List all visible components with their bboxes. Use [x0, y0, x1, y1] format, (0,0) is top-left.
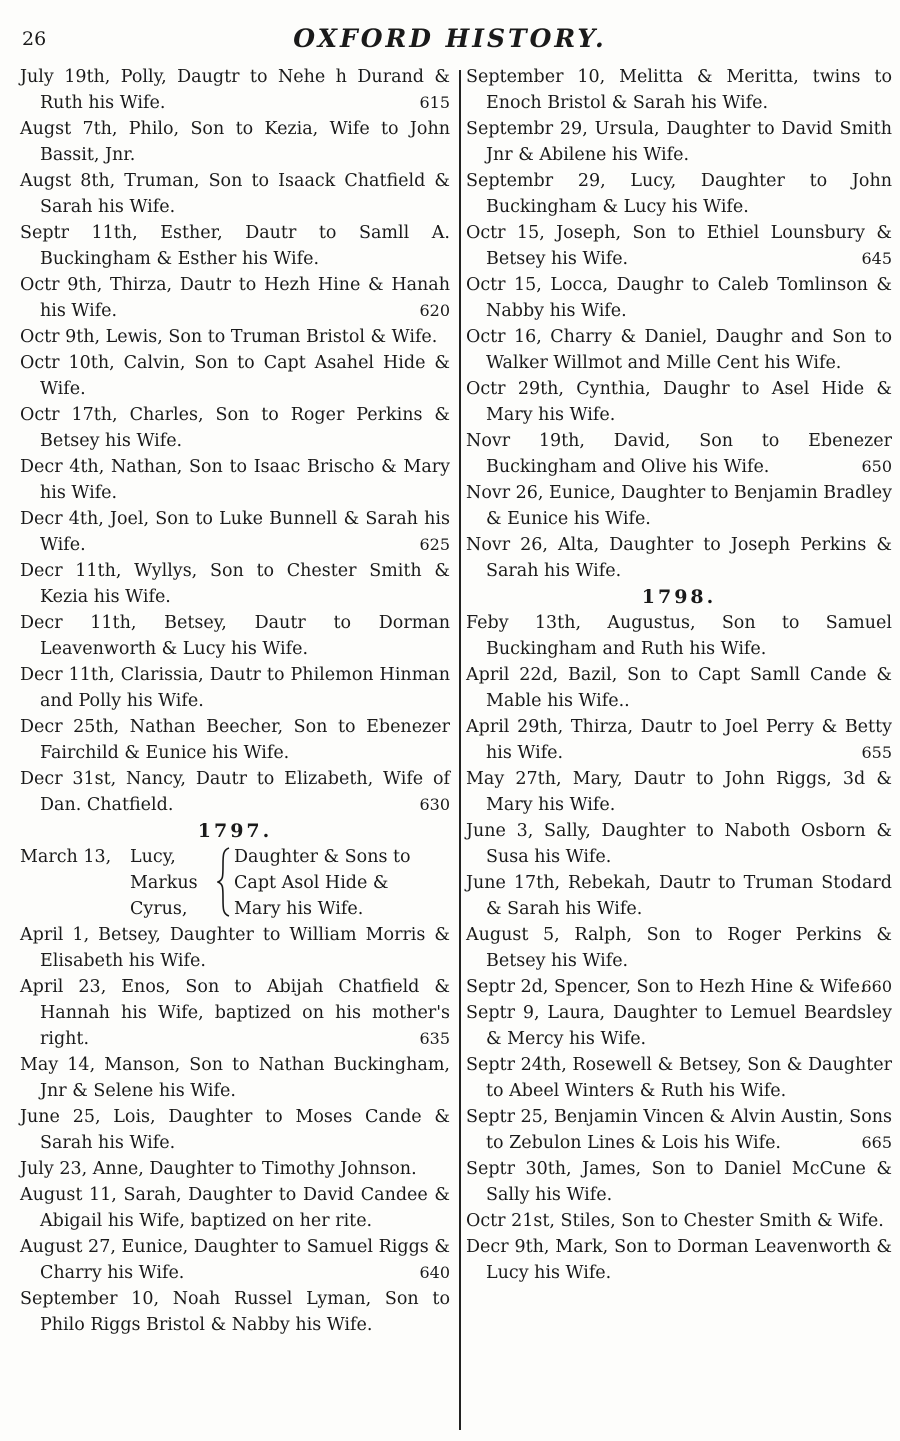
baptism-entry — [466, 376, 892, 428]
entry-text: Octr 9th, Lewis, Son to Truman Bristol & Wife. — [20, 327, 438, 347]
brace-text-line: Daughter & Sons to — [234, 847, 411, 867]
baptism-entry — [20, 64, 450, 116]
baptism-entry — [466, 428, 892, 480]
entry-text: Decr 4th, Nathan, Son to Isaac Brischo & Mary his Wife. — [20, 457, 450, 503]
baptism-entry — [20, 558, 450, 610]
entry-number: 650 — [861, 457, 892, 476]
baptism-entry — [466, 922, 892, 974]
baptism-entry — [20, 1052, 450, 1104]
entry-text: Octr 15, Joseph, Son to Ethiel Lounsbury & Betsey his Wife. — [466, 223, 892, 269]
baptism-entry — [20, 766, 450, 818]
entry-text: Octr 21st, Stiles, Son to Chester Smith & Wife. — [466, 1211, 884, 1231]
entry-text: April 22d, Bazil, Son to Capt Samll Cande & Mable his Wife.. — [466, 665, 892, 711]
entry-text: August 11, Sarah, Daughter to David Candee & Abigail his Wife, baptized on her rite. — [20, 1185, 450, 1231]
brace-entry-text — [234, 844, 450, 922]
entry-number: 645 — [861, 249, 892, 268]
baptism-entry — [466, 168, 892, 220]
entry-text: September 10, Noah Russel Lyman, Son to Philo Riggs Bristol & Nabby his Wife. — [20, 1289, 450, 1335]
baptism-entry — [466, 1234, 892, 1286]
entry-text: Feby 13th, Augustus, Son to Samuel Buckingham and Ruth his Wife. — [466, 613, 892, 659]
entry-text: Septr 25, Benjamin Vincen & Alvin Austin, Sons to Zebulon Lines & Lois his Wife. — [466, 1107, 892, 1153]
baptism-entry — [20, 1156, 450, 1182]
left-column — [20, 64, 450, 1338]
entry-text: April 23, Enos, Son to Abijah Chatfield & Hannah his Wife, baptized on his mother's right. — [20, 977, 450, 1049]
running-title: OXFORD HISTORY. — [293, 24, 607, 53]
baptism-entry — [466, 662, 892, 714]
baptism-entry — [20, 1234, 450, 1286]
entry-text: June 25, Lois, Daughter to Moses Cande & Sarah his Wife. — [20, 1107, 450, 1153]
baptism-entry — [20, 350, 450, 402]
page-header — [0, 24, 900, 58]
baptism-entry — [466, 766, 892, 818]
year-heading-1798: 1798. — [641, 586, 717, 608]
entry-text: Decr 4th, Joel, Son to Luke Bunnell & Sarah his Wife. — [20, 509, 450, 555]
baptism-entry — [20, 974, 450, 1052]
entry-text: September 10, Melitta & Meritta, twins to Enoch Bristol & Sarah his Wife. — [466, 67, 892, 113]
baptism-entry — [20, 1104, 450, 1156]
baptism-entry — [466, 610, 892, 662]
baptism-entry — [20, 324, 450, 350]
entry-number: 640 — [419, 1263, 450, 1282]
entry-number: 635 — [419, 1029, 450, 1048]
entry-text: Octr 9th, Thirza, Dautr to Hezh Hine & Hanah his Wife. — [20, 275, 450, 321]
baptism-entry — [466, 818, 892, 870]
brace-name: Lucy, — [130, 847, 176, 867]
baptism-entry — [20, 116, 450, 168]
entry-number: 630 — [419, 795, 450, 814]
baptism-entry — [466, 324, 892, 376]
entry-text: June 3, Sally, Daughter to Naboth Osborn & Susa his Wife. — [466, 821, 892, 867]
entry-text: Octr 16, Charry & Daniel, Daughr and Son to Walker Willmot and Mille Cent his Wife. — [466, 327, 892, 373]
baptism-entry — [466, 974, 892, 1000]
baptism-entry — [20, 610, 450, 662]
baptism-entry — [466, 870, 892, 922]
baptism-entry — [20, 402, 450, 454]
brace-entry — [20, 844, 450, 922]
entry-text: Septr 2d, Spencer, Son to Hezh Hine & Wife. — [466, 977, 866, 997]
baptism-entry — [20, 1182, 450, 1234]
page-number: 26 — [22, 28, 47, 50]
entry-text: Decr 11th, Wyllys, Son to Chester Smith & Kezia his Wife. — [20, 561, 450, 607]
brace-name: Markus — [130, 873, 198, 893]
right-column — [466, 64, 892, 1286]
baptism-entry — [466, 64, 892, 116]
brace-name: Cyrus, — [130, 899, 188, 919]
entry-text: Decr 25th, Nathan Beecher, Son to Ebenezer Fairchild & Eunice his Wife. — [20, 717, 450, 763]
entry-text: August 5, Ralph, Son to Roger Perkins & Betsey his Wife. — [466, 925, 892, 971]
baptism-entry — [466, 714, 892, 766]
baptism-entry — [20, 1286, 450, 1338]
brace-text-line: Mary his Wife. — [234, 899, 364, 919]
entry-text: Decr 11th, Betsey, Dautr to Dorman Leavenworth & Lucy his Wife. — [20, 613, 450, 659]
curly-brace-icon — [217, 847, 231, 917]
baptism-entry — [466, 1000, 892, 1052]
entry-number: 620 — [419, 301, 450, 320]
entry-text: Septembr 29, Ursula, Daughter to David Smith Jnr & Abilene his Wife. — [466, 119, 892, 165]
entry-text: May 14, Manson, Son to Nathan Buckingham, Jnr & Selene his Wife. — [20, 1055, 450, 1101]
baptism-entry — [20, 272, 450, 324]
baptism-entry — [20, 168, 450, 220]
baptism-entry — [20, 506, 450, 558]
entry-text: Septr 24th, Rosewell & Betsey, Son & Daughter to Abeel Winters & Ruth his Wife. — [466, 1055, 892, 1101]
entry-text: May 27th, Mary, Dautr to John Riggs, 3d & Mary his Wife. — [466, 769, 892, 815]
entry-text: Novr 19th, David, Son to Ebenezer Buckingham and Olive his Wife. — [466, 431, 892, 477]
entry-number: 655 — [861, 743, 892, 762]
brace-entry-names — [130, 844, 198, 922]
entry-text: Novr 26, Alta, Daughter to Joseph Perkins & Sarah his Wife. — [466, 535, 892, 581]
baptism-entry — [20, 922, 450, 974]
brace-text-line: Capt Asol Hide & — [234, 873, 389, 893]
brace-entry-date: March 13, — [20, 847, 112, 867]
entry-text: Octr 10th, Calvin, Son to Capt Asahel Hide & Wife. — [20, 353, 450, 399]
baptism-entry — [466, 1104, 892, 1156]
entry-text: Decr 31st, Nancy, Dautr to Elizabeth, Wife of Dan. Chatfield. — [20, 769, 450, 815]
entry-text: Novr 26, Eunice, Daughter to Benjamin Bradley & Eunice his Wife. — [466, 483, 892, 529]
entry-text: April 1, Betsey, Daughter to William Morris & Elisabeth his Wife. — [20, 925, 450, 971]
entry-text: July 23, Anne, Daughter to Timothy Johnson. — [20, 1159, 417, 1179]
baptism-entry — [466, 116, 892, 168]
baptism-entry — [466, 1052, 892, 1104]
baptism-entry — [466, 1156, 892, 1208]
entry-number: 625 — [419, 535, 450, 554]
baptism-entry — [466, 220, 892, 272]
entry-number: 665 — [861, 1133, 892, 1152]
entry-text: June 17th, Rebekah, Dautr to Truman Stodard & Sarah his Wife. — [466, 873, 892, 919]
column-divider — [459, 70, 461, 1430]
entry-text: Decr 9th, Mark, Son to Dorman Leavenworth & Lucy his Wife. — [466, 1237, 892, 1283]
baptism-entry — [466, 480, 892, 532]
entry-text: Septr 30th, James, Son to Daniel McCune & Sally his Wife. — [466, 1159, 892, 1205]
entry-number: 660 — [861, 977, 892, 996]
entry-text: Septembr 29, Lucy, Daughter to John Buckingham & Lucy his Wife. — [466, 171, 892, 217]
baptism-entry — [20, 220, 450, 272]
baptism-entry — [466, 1208, 892, 1234]
entry-text: Augst 8th, Truman, Son to Isaack Chatfield & Sarah his Wife. — [20, 171, 450, 217]
entry-text: Octr 15, Locca, Daughr to Caleb Tomlinson & Nabby his Wife. — [466, 275, 892, 321]
entry-text: April 29th, Thirza, Dautr to Joel Perry & Betty his Wife. — [466, 717, 892, 763]
baptism-entry — [466, 532, 892, 584]
baptism-entry — [466, 272, 892, 324]
entry-text: August 27, Eunice, Daughter to Samuel Riggs & Charry his Wife. — [20, 1237, 450, 1283]
entry-text: July 19th, Polly, Daugtr to Nehe h Durand & Ruth his Wife. — [20, 67, 450, 113]
baptism-entry — [20, 454, 450, 506]
entry-text: Octr 29th, Cynthia, Daughr to Asel Hide & Mary his Wife. — [466, 379, 892, 425]
baptism-entry — [20, 662, 450, 714]
entry-text: Septr 9, Laura, Daughter to Lemuel Beardsley & Mercy his Wife. — [466, 1003, 892, 1049]
year-heading-1797: 1797. — [197, 820, 273, 842]
baptism-entry — [20, 714, 450, 766]
entry-text: Decr 11th, Clarissia, Dautr to Philemon Hinman and Polly his Wife. — [20, 665, 450, 711]
entry-text: Octr 17th, Charles, Son to Roger Perkins & Betsey his Wife. — [20, 405, 450, 451]
entry-text: Augst 7th, Philo, Son to Kezia, Wife to John Bassit, Jnr. — [20, 119, 450, 165]
entry-text: Septr 11th, Esther, Dautr to Samll A. Buckingham & Esther his Wife. — [20, 223, 450, 269]
entry-number: 615 — [419, 93, 450, 112]
